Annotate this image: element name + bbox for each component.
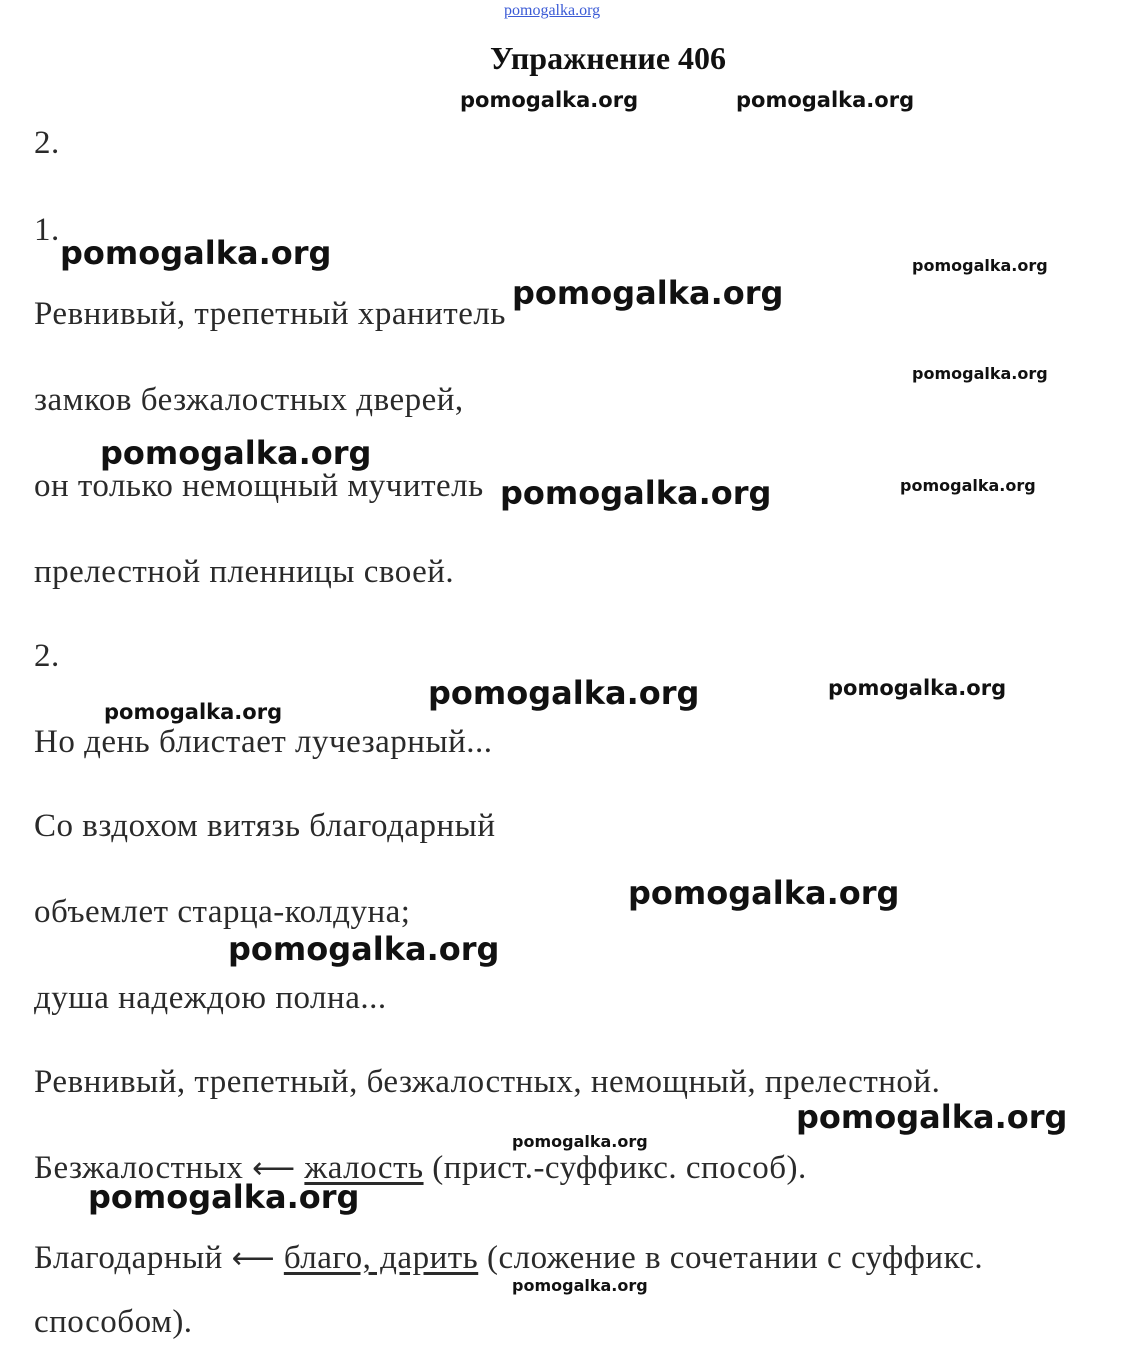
watermark: pomogalka.org [104,700,283,724]
watermark: pomogalka.org [796,1098,1068,1136]
analysis2-word: Благодарный [34,1240,223,1276]
poem1-line3: он только немощный мучитель [34,468,484,504]
arrow-left-icon: ⟵ [252,1151,296,1186]
watermark: pomogalka.org [512,274,784,312]
watermark: pomogalka.org [628,874,900,912]
watermark: pomogalka.org [912,256,1048,275]
part-number-2: 2. [34,638,60,674]
watermark-top[interactable]: pomogalka.org [504,2,601,19]
poem2-line4: душа надеждою полна... [34,980,387,1016]
poem2-line2: Со вздохом витязь благодарный [34,808,496,844]
analysis1-method: (прист.-суффикс. способ). [432,1150,807,1186]
poem2-line3: объемлет старца-колдуна; [34,894,411,930]
page-title: Упражнение 406 [490,40,727,76]
part-number-1: 1. [34,212,60,248]
watermark: pomogalka.org [828,676,1007,700]
adjectives-line: Ревнивый, трепетный, безжалостных, немощный, прелестной. [34,1064,941,1100]
section-number: 2. [34,125,60,161]
watermark: pomogalka.org [512,1276,648,1295]
analysis2-method: (сложение в сочетании с суффикс. [486,1240,984,1276]
watermark: pomogalka.org [100,434,372,472]
watermark: pomogalka.org [60,234,332,272]
analysis1-word: Безжалостных [34,1150,244,1186]
poem2-line1: Но день блистает лучезарный... [34,724,493,760]
analysis1-source: жалость [304,1150,424,1186]
arrow-left-icon: ⟵ [231,1241,276,1276]
watermark: pomogalka.org [912,364,1048,383]
analysis2-row [34,1240,983,1277]
poem1-line1: Ревнивый, трепетный хранитель [34,296,506,332]
watermark: pomogalka.org [428,674,700,712]
poem1-line4: прелестной пленницы своей. [34,554,455,590]
watermark: pomogalka.org [500,474,772,512]
watermark: pomogalka.org [228,930,500,968]
watermark: pomogalka.org [900,476,1036,495]
watermark: pomogalka.org [460,88,639,112]
watermark: pomogalka.org [736,88,915,112]
analysis2-source: благо, дарить [283,1240,479,1276]
watermark: pomogalka.org [512,1132,648,1151]
analysis2-method-cont: способом). [34,1304,193,1340]
watermark: pomogalka.org [88,1178,360,1216]
poem1-line2: замков безжалостных дверей, [34,382,464,418]
